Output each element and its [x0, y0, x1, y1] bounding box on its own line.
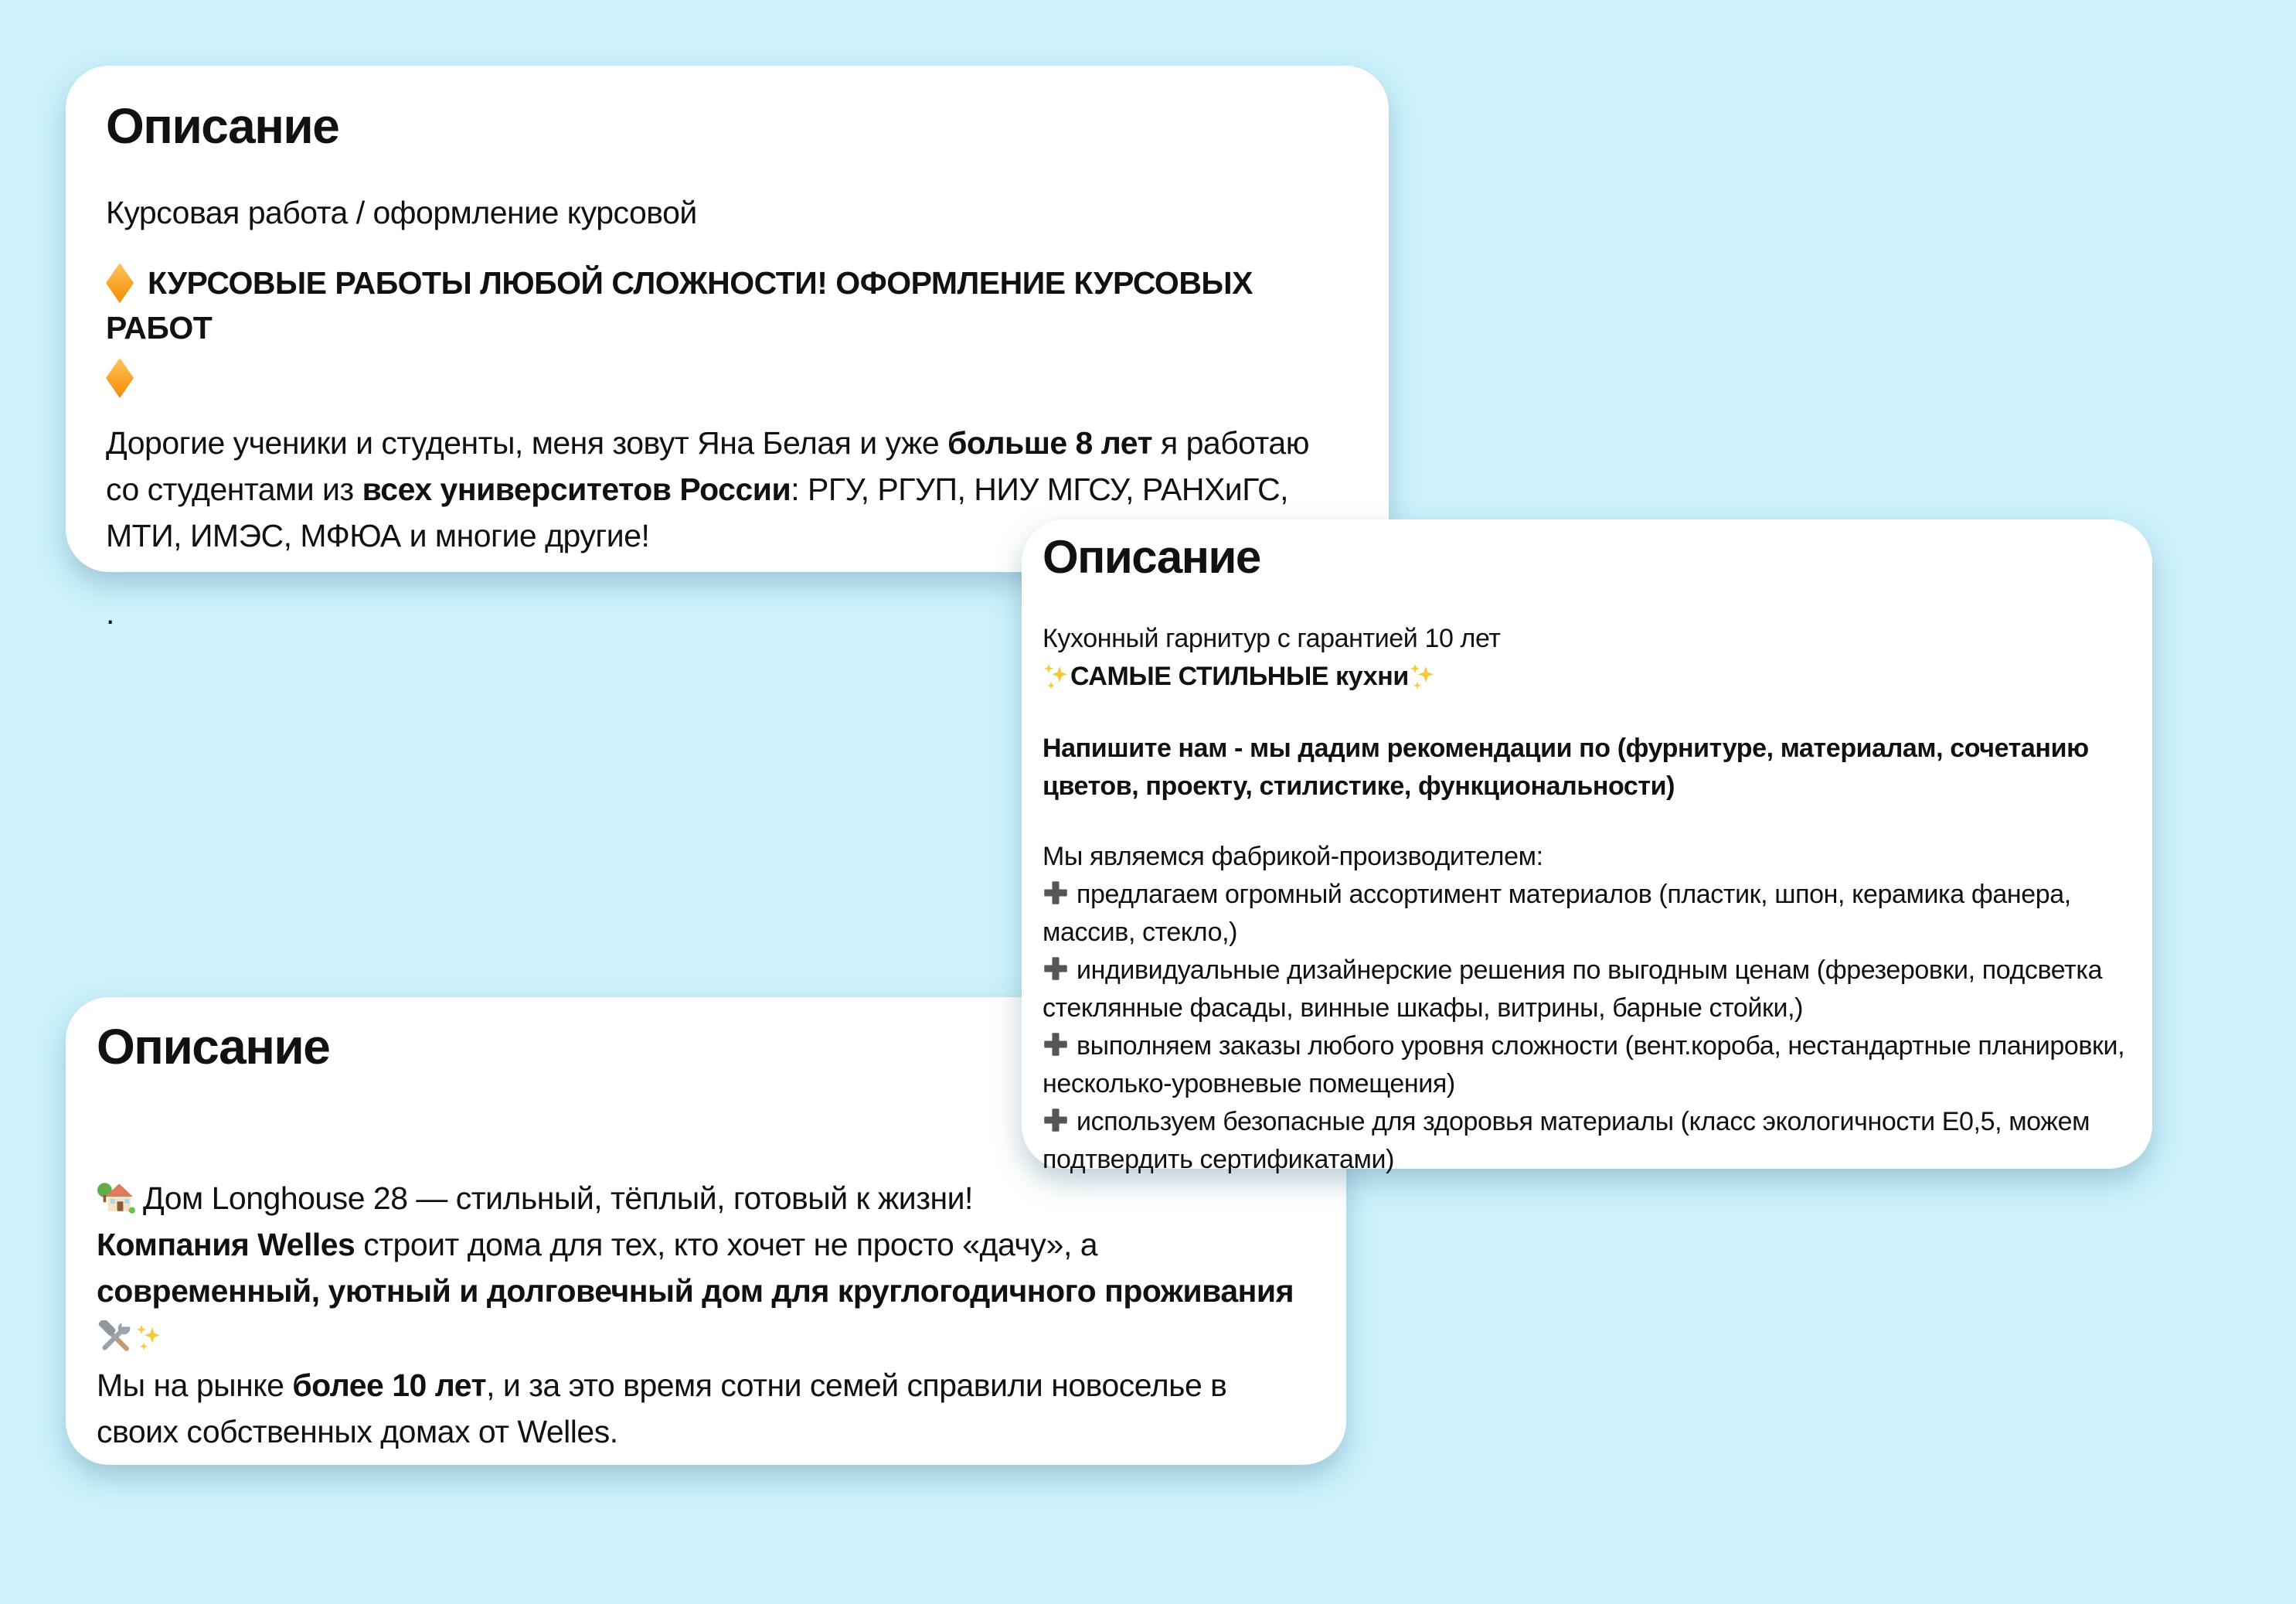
text-run-bold: больше 8 лет — [947, 425, 1153, 461]
description-card-kitchen — [1022, 519, 2152, 1174]
heavy-plus-icon — [1043, 1031, 1069, 1057]
text-run: Мы на рынке — [97, 1367, 293, 1403]
hammer-and-wrench-icon — [97, 1320, 132, 1356]
text-run: : РГУ, РГУП, НИУ МГСУ, РАНХиГС, МТИ, ИМЭС, МФЮА и многие другие! — [106, 472, 1289, 553]
heavy-plus-icon — [1043, 880, 1069, 906]
headline-text: КУРСОВЫЕ РАБОТЫ ЛЮБОЙ СЛОЖНОСТИ! ОФОРМЛЕНИЕ КУРСОВЫХ РАБОТ — [106, 265, 1253, 346]
text-run: Дом Longhouse 28 — стильный, тёплый, готовый к жизни! — [143, 1180, 973, 1216]
highlight-line — [1043, 658, 2131, 696]
description-card-coursework — [66, 66, 1389, 631]
factory-intro: Мы являемся фабрикой-производителем: — [1043, 842, 1543, 871]
house-with-garden-icon — [97, 1180, 135, 1215]
text-run: , и за это время сотни семей справили новоселье в своих собственных домах от Welles. — [97, 1367, 1227, 1449]
card-title: Описание — [97, 1019, 330, 1074]
list-item-text: индивидуальные дизайнерские решения по выгодным ценам (фрезеровки, подсветка стеклянные фасады, винные шкафы, витрины, барные стойки,) — [1043, 955, 2103, 1023]
headline-line — [106, 261, 1349, 350]
highlight-text: САМЫЕ СТИЛЬНЫЕ кухни — [1070, 662, 1409, 691]
large-orange-diamond-icon — [106, 263, 134, 303]
text-run-bold: всех университетов России — [362, 472, 791, 507]
market-paragraph — [97, 1362, 1315, 1455]
heavy-plus-icon — [1043, 1107, 1069, 1133]
product-line: Кухонный гарнитур с гарантией 10 лет — [1043, 624, 1501, 653]
text-run-bold: Компания Welles — [97, 1227, 355, 1262]
list-item — [1043, 1027, 2131, 1103]
text-run: Дорогие ученики и студенты, меня зовут Яна Белая и уже — [106, 425, 948, 461]
text-run-bold: более 10 лет — [292, 1367, 487, 1403]
card-title: Описание — [1043, 531, 1260, 583]
welles-paragraph — [97, 1221, 1315, 1314]
card-title: Описание — [106, 98, 339, 154]
text-run-bold: современный, уютный и долговечный дом для круглогодичного проживания — [97, 1273, 1294, 1309]
footnote-dot: . — [106, 595, 114, 631]
promo-paragraph: Напишите нам - мы дадим рекомендации по (фурнитуре, материалам, сочетанию цветов, проекту, стилистике, функциональности) — [1043, 734, 2089, 801]
listing-category: Курсовая работа / оформление курсовой — [106, 195, 697, 230]
text-run: я работаю со студентами из — [106, 425, 1309, 507]
icons-line — [97, 1314, 1315, 1362]
list-item-text: предлагаем огромный ассортимент материалов (пластик, шпон, керамика фанера, массив, стекло,) — [1043, 880, 2071, 947]
large-orange-diamond-icon — [106, 358, 134, 398]
list-item — [1043, 952, 2131, 1027]
sparkles-icon — [135, 1324, 163, 1352]
sparkles-icon — [1043, 663, 1070, 691]
sparkles-icon — [1409, 663, 1437, 691]
house-line — [97, 1175, 1315, 1221]
diamond-line — [106, 355, 1349, 401]
text-run: строит дома для тех, кто хочет не просто «дачу», а — [355, 1227, 1098, 1262]
description-paragraph — [97, 1175, 1315, 1455]
list-item — [1043, 876, 2131, 952]
list-item-text: используем безопасные для здоровья материалы (класс экологичности Е0,5, можем подтвердить сертификатами) — [1043, 1107, 2090, 1174]
heavy-plus-icon — [1043, 955, 1069, 982]
list-item — [1043, 1103, 2131, 1179]
list-item-text: выполняем заказы любого уровня сложности (вент.короба, нестандартные планировки, несколько-уровневые помещения) — [1043, 1031, 2125, 1098]
